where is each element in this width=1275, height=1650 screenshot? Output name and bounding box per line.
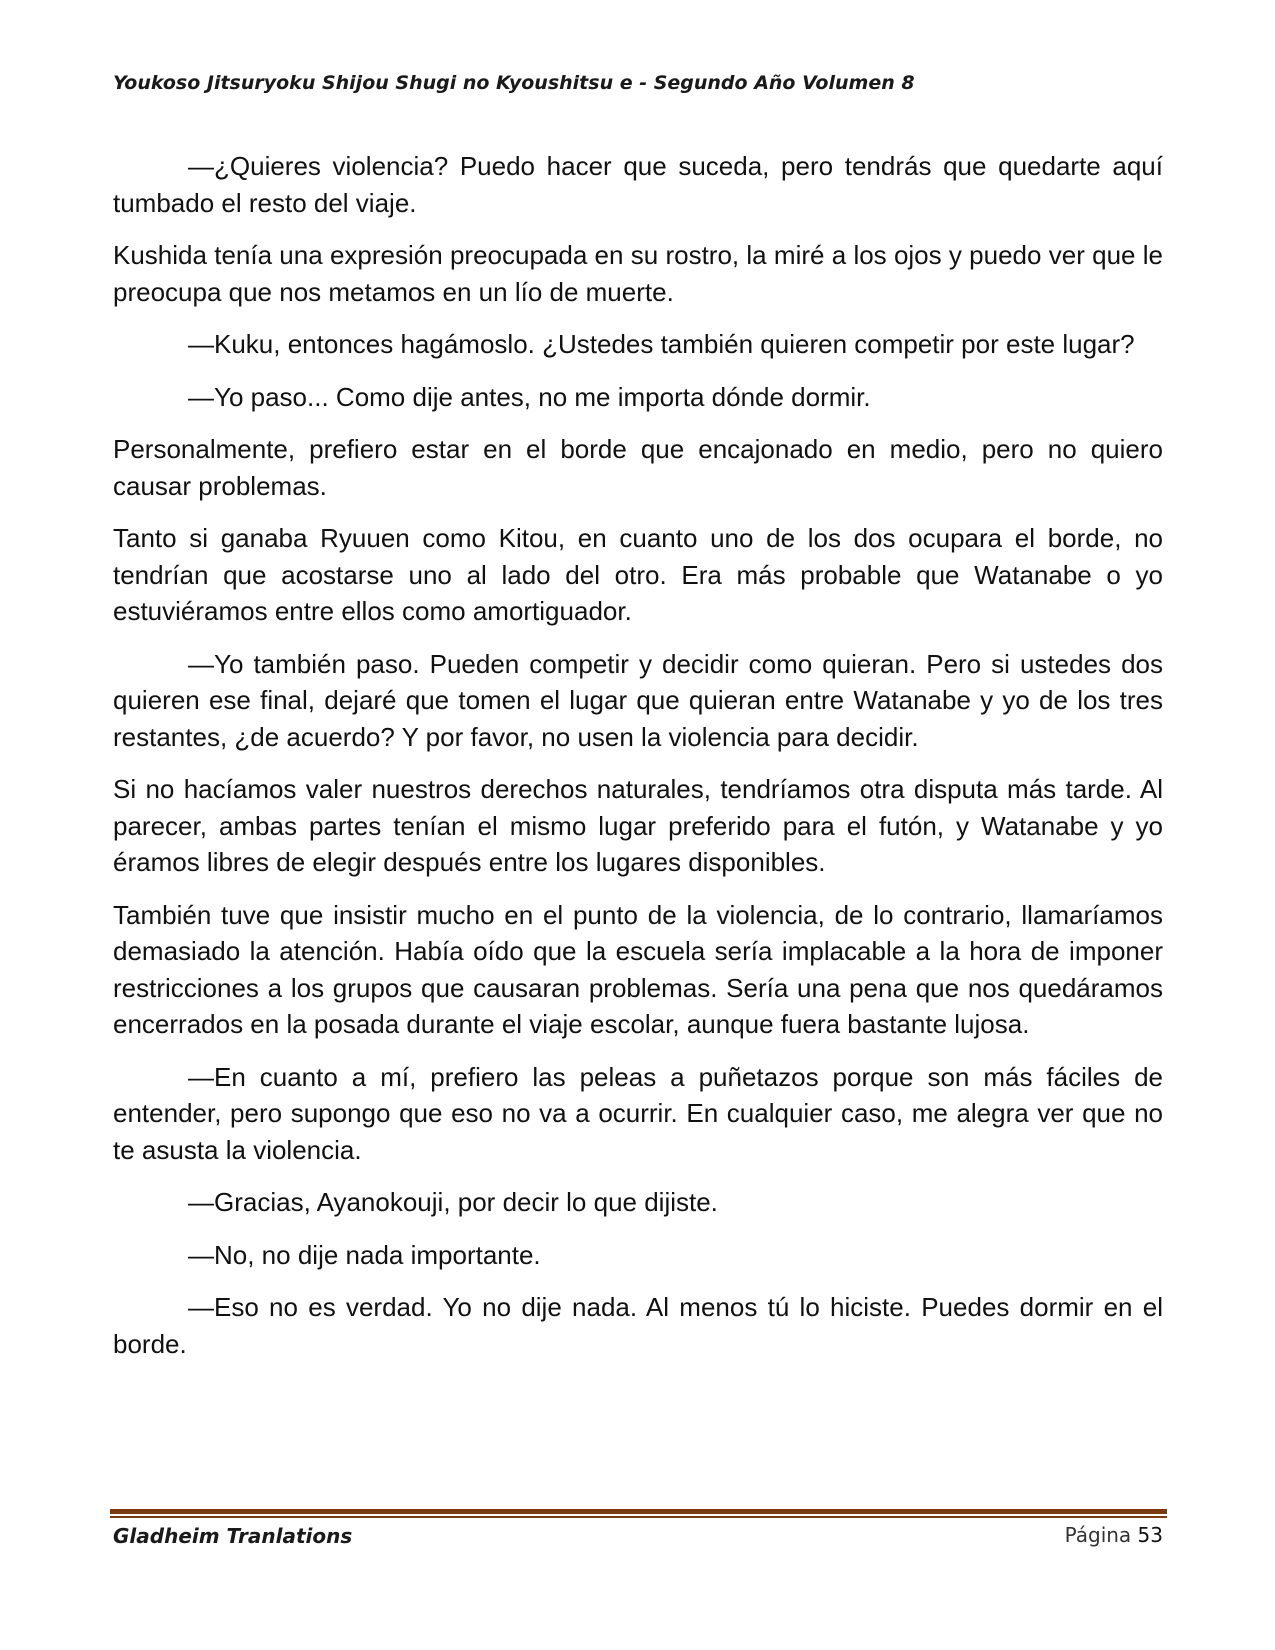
page-number-block bbox=[1065, 1523, 1163, 1547]
paragraph-10: —En cuanto a mí, prefiero las peleas a puñetazos porque son más fáciles de entender, pero supongo que eso no va a ocurrir. En cualquier caso, me alegra ver que no te asusta la violencia. bbox=[113, 1061, 1163, 1165]
footer-credit: Gladheim Tranlations bbox=[113, 1524, 353, 1548]
page-number: 53 bbox=[1137, 1523, 1163, 1547]
paragraph-5: Personalmente, prefiero estar en el borde que encajonado en medio, pero no quiero causar problemas. bbox=[113, 434, 1163, 501]
paragraph-3: —Kuku, entonces hagámoslo. ¿Ustedes también quieren competir por este lugar? bbox=[188, 329, 1135, 359]
page-body bbox=[113, 148, 1163, 1378]
paragraph-2: Kushida tenía una expresión preocupada en su rostro, la miré a los ojos y puedo ver que le preocupa que nos metamos en un lío de muerte. bbox=[113, 240, 1163, 307]
paragraph-11: —Gracias, Ayanokouji, por decir lo que dijiste. bbox=[188, 1187, 718, 1217]
running-header: Youkoso Jitsuryoku Shijou Shugi no Kyoushitsu e - Segundo Año Volumen 8 bbox=[113, 72, 915, 94]
paragraph-8: Si no hacíamos valer nuestros derechos naturales, tendríamos otra disputa más tarde. Al parecer, ambas partes tenían el mismo lugar preferido para el futón, y Watanabe y yo éramos libres de elegir después entre los lugares disponibles. bbox=[113, 774, 1163, 877]
paragraph-4: —Yo paso... Como dije antes, no me importa dónde dormir. bbox=[188, 381, 871, 412]
footer-divider bbox=[110, 1509, 1167, 1519]
footer-divider-thick-line bbox=[110, 1509, 1167, 1514]
paragraph-6: Tanto si ganaba Ryuuen como Kitou, en cuanto uno de los dos ocupara el borde, no tendrían que acostarse uno al lado del otro. Era más probable que Watanabe o yo estuviéramos entre ellos como amortiguador. bbox=[113, 523, 1163, 626]
paragraph-13: —Eso no es verdad. Yo no dije nada. Al menos tú lo hiciste. Puedes dormir en el borde. bbox=[113, 1292, 1163, 1359]
paragraph-9: También tuve que insistir mucho en el punto de la violencia, de lo contrario, llamaríamos demasiado la atención. Había oído que la escuela sería implacable a la hora de imponer restricciones a los grupos que causaran problemas. Sería una pena que nos quedáramos encerrados en la posada durante el viaje escolar, aunque fuera bastante lujosa. bbox=[113, 899, 1163, 1039]
page-label: Página bbox=[1064, 1523, 1132, 1547]
paragraph-7: —Yo también paso. Pueden competir y decidir como quieran. Pero si ustedes dos quieren ese final, dejaré que tomen el lugar que quieran entre Watanabe y yo de los tres restantes, ¿de acuerdo? Y por favor, no usen la violencia para decidir. bbox=[113, 648, 1163, 752]
paragraph-1: —¿Quieres violencia? Puedo hacer que suceda, pero tendrás que quedarte aquí tumbado el resto del viaje. bbox=[113, 151, 1163, 218]
paragraph-12: —No, no dije nada importante. bbox=[188, 1239, 541, 1270]
footer-divider-thin-line bbox=[110, 1516, 1167, 1518]
